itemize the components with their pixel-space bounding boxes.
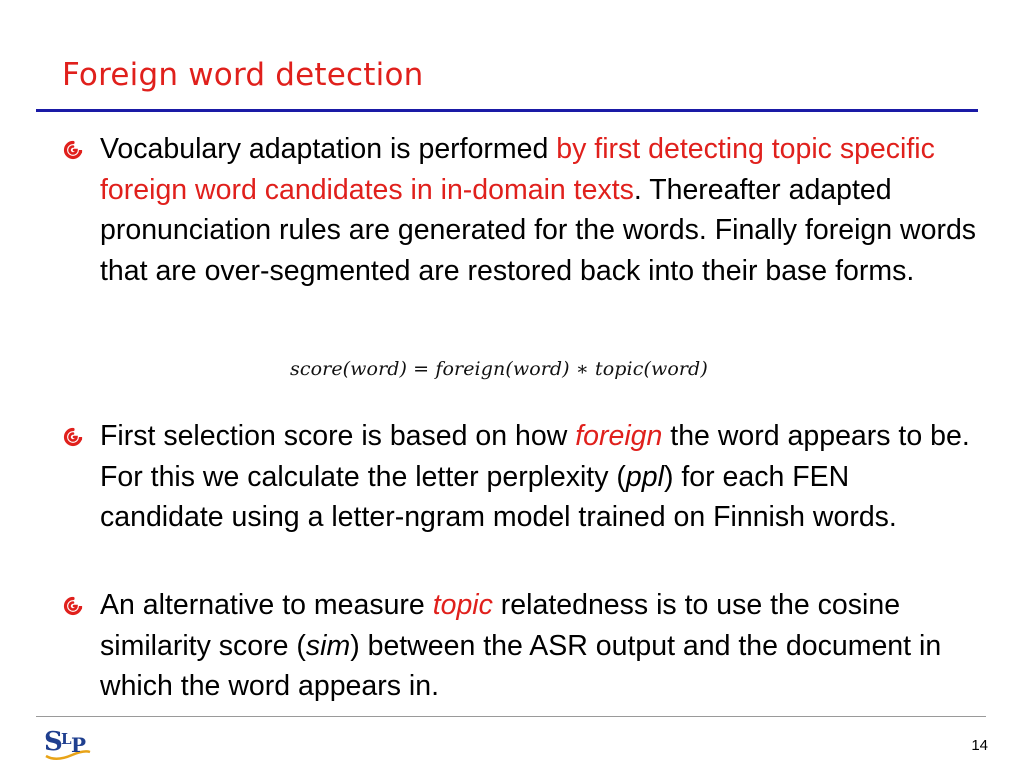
bullet-text: ) for each FEN candidate using a letter-ngram model trained on Finnish words. [100,460,897,533]
bullet-italic: sim [305,629,351,662]
title-divider [36,109,978,112]
bullet-text: the word appears to be. For this we calculate the letter perplexity ( [100,420,970,493]
bullet-text: relatedness is to use the cosine similarity score ( [100,589,901,662]
bullet-italic: ppl [625,460,664,493]
bullet-text: Vocabulary adaptation is performed [100,133,557,165]
bullet-vocabulary-adaptation [100,129,980,291]
bullet-highlight: by first detecting topic specific foreign word candidates in in-domain texts [100,133,935,206]
score-formula [290,358,708,380]
swirl-bullet-icon [63,140,83,160]
formula-lhs: score(word) [290,358,408,380]
bullet-foreign-score [100,416,980,538]
formula-term-topic: topic(word) [595,358,708,380]
bullet-topic-relatedness [100,585,980,707]
bullet-text: First selection score is based on how [100,420,576,452]
bullet-text: ) between the ASR output and the document in which the word appears in. [100,629,942,702]
swirl-bullet-icon [63,596,83,616]
bullet-highlight: topic [432,589,493,621]
bullet-text: An alternative to measure [100,589,433,621]
formula-term-foreign: foreign(word) [435,358,570,380]
swirl-bullet-icon [63,427,83,447]
svg-text:S: S [44,727,63,757]
page-number: 14 [971,737,988,754]
bullet-text: . Thereafter adapted pronunciation rules are generated for the words. Finally foreign words that are over-segmented are restored back into their base forms. [100,173,977,287]
svg-text:L: L [61,730,72,748]
formula-operator: ∗ [569,358,595,380]
slide-title: Foreign word detection [62,57,424,93]
footer-divider [36,716,986,717]
formula-equals: = [407,358,436,380]
svg-text:P: P [71,733,87,757]
slp-logo-icon [42,722,92,762]
bullet-highlight: foreign [575,420,663,452]
